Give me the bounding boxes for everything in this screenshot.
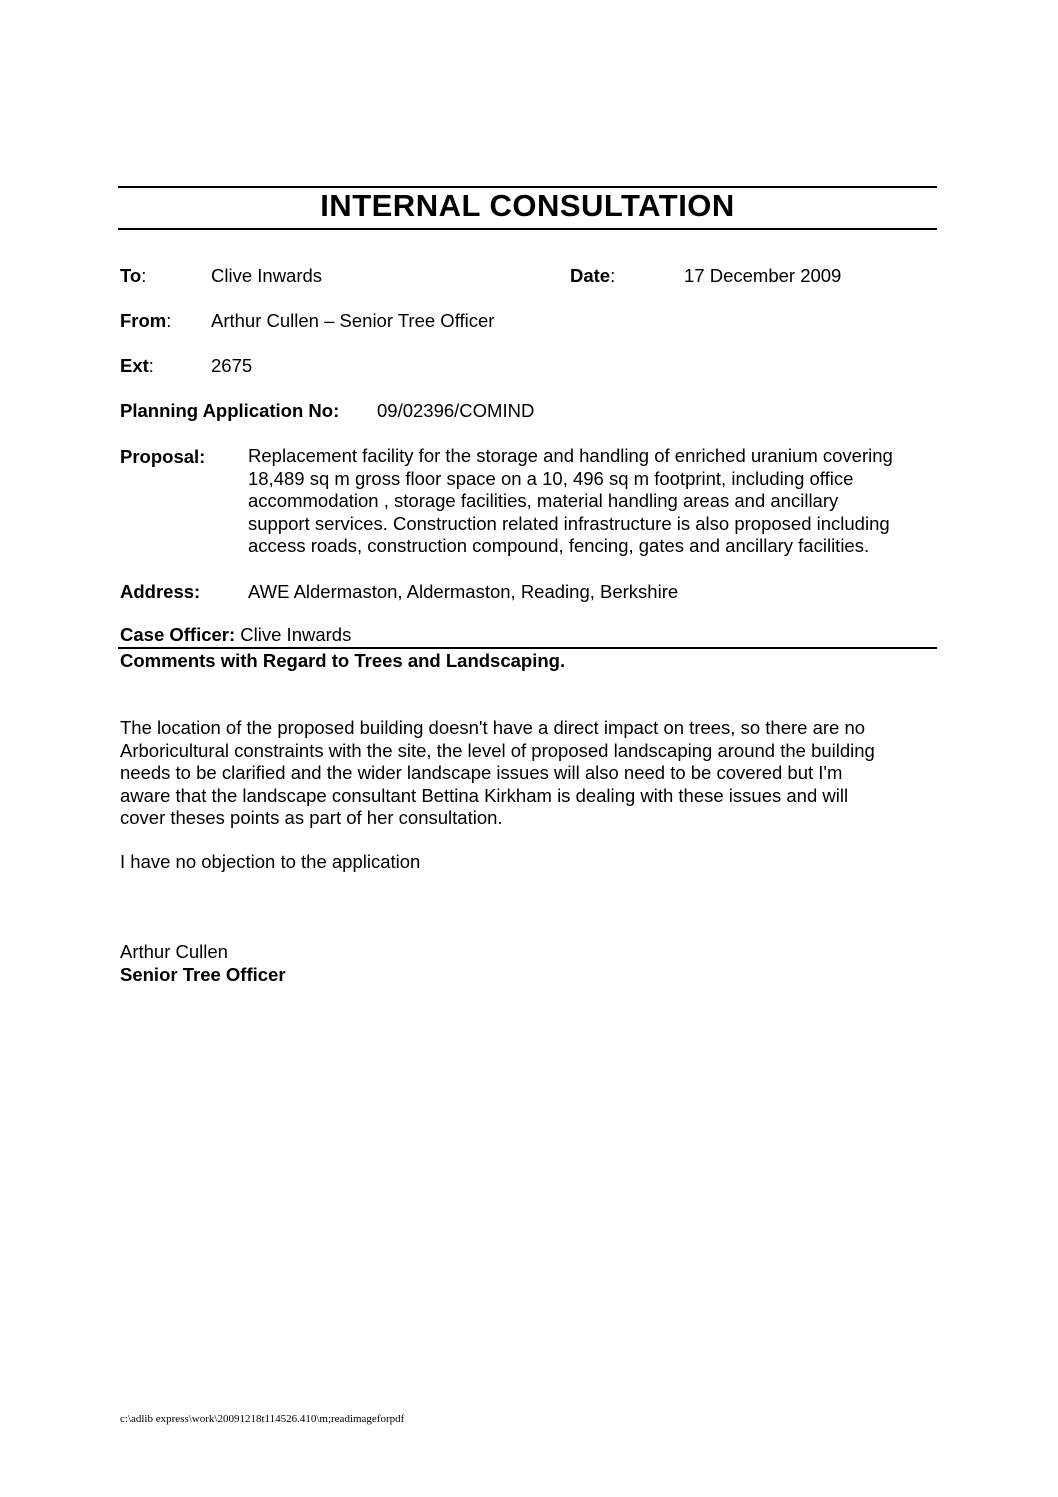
conclusion-text: I have no objection to the application <box>120 851 421 872</box>
comments-text <box>120 717 950 830</box>
case-officer <box>120 624 351 646</box>
comment-line: Arboricultural constraints with the site, the level of proposed landscaping around the building <box>120 739 875 761</box>
proposal-line: Replacement facility for the storage and handling of enriched uranium covering <box>248 445 893 466</box>
document-title: INTERNAL CONSULTATION <box>320 188 735 223</box>
proposal-line: accommodation , storage facilities, material handling areas and ancillary <box>248 490 839 511</box>
case-officer-label: Case Officer: <box>120 624 236 645</box>
case-officer-value: Clive Inwards <box>240 624 352 645</box>
comment-line: needs to be clarified and the wider landscape issues will also need to be covered but I'm <box>120 762 843 783</box>
address-label: Address: <box>120 581 201 602</box>
comment-line: The location of the proposed building doesn't have a direct impact on trees, so there are no <box>120 717 866 738</box>
ext-value: 2675 <box>211 355 253 376</box>
from-label: From: <box>120 310 172 331</box>
signature-name: Arthur Cullen <box>120 941 228 962</box>
proposal-text <box>248 445 948 558</box>
date-value: 17 December 2009 <box>684 265 842 286</box>
section-rule <box>118 647 937 649</box>
date-label: Date: <box>570 265 616 286</box>
to-label: To: <box>120 265 147 286</box>
to-value: Clive Inwards <box>211 265 323 286</box>
planning-application-number: 09/02396/COMIND <box>377 400 535 421</box>
footer-file-path: c:\adlib express\work\20091218t114526.410\m;readimageforpdf <box>120 1413 405 1425</box>
ext-label: Ext: <box>120 355 154 376</box>
title-underline-rule <box>118 228 937 230</box>
proposal-line: 18,489 sq m gross floor space on a 10, 496 sq m footprint, including office <box>248 467 854 489</box>
signature-role: Senior Tree Officer <box>120 964 286 985</box>
proposal-line: access roads, construction compound, fencing, gates and ancillary facilities. <box>248 535 870 556</box>
from-value: Arthur Cullen – Senior Tree Officer <box>211 310 495 331</box>
proposal-line: support services. Construction related infrastructure is also proposed including <box>248 512 890 534</box>
comment-line: aware that the landscape consultant Bettina Kirkham is dealing with these issues and will <box>120 784 849 806</box>
proposal-label: Proposal: <box>120 446 206 467</box>
comment-line: cover theses points as part of her consultation. <box>120 807 503 828</box>
comments-heading: Comments with Regard to Trees and Landscaping. <box>120 650 566 671</box>
address-value: AWE Aldermaston, Aldermaston, Reading, Berkshire <box>248 581 679 602</box>
planning-application-label: Planning Application No: <box>120 400 340 421</box>
